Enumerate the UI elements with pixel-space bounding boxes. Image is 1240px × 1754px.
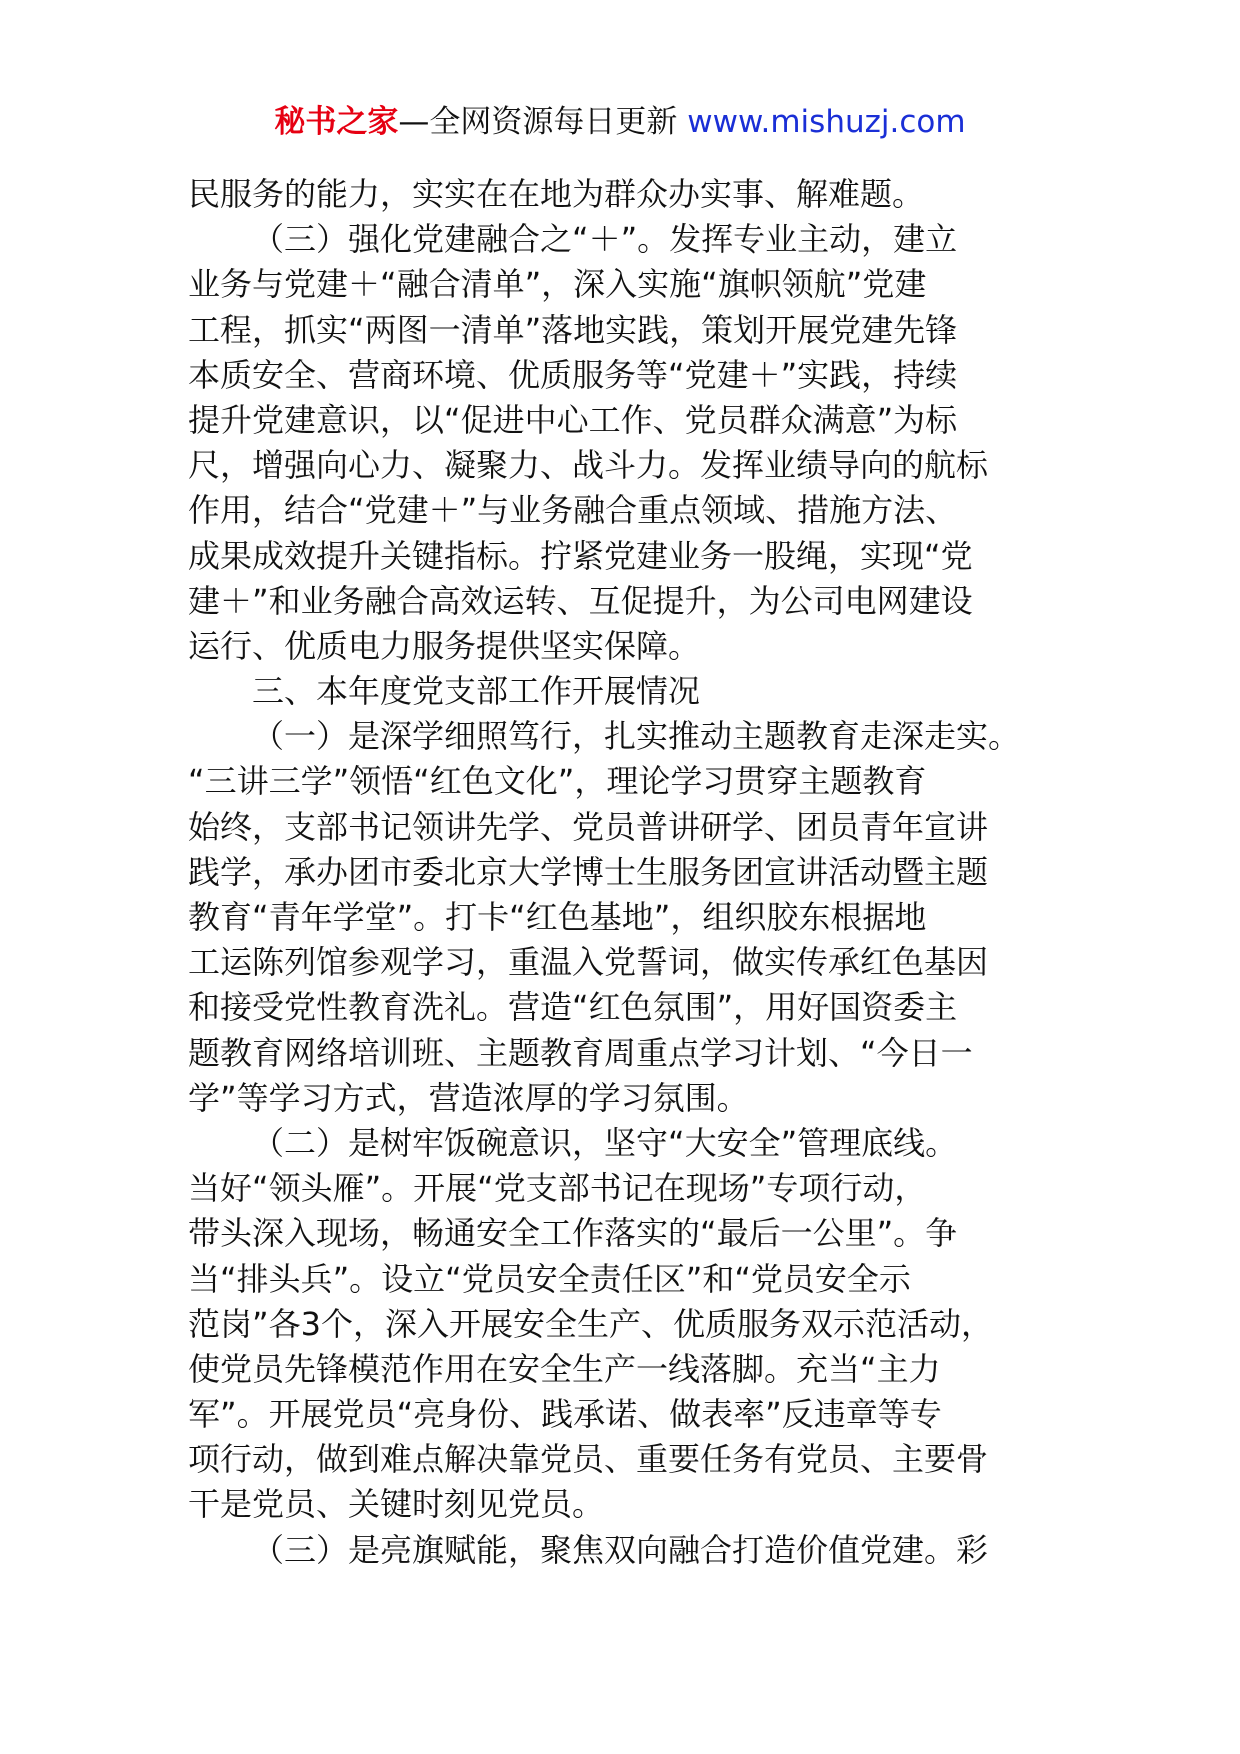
text-line: 使党员先锋模范作用在安全生产一线落脚。充当“主力 [188,1349,941,1388]
text-line: 作用，结合“党建＋”与业务融合重点领域、措施方法、 [188,491,958,530]
text-line: 本质安全、营商环境、优质服务等“党建＋”实践，持续 [188,355,958,394]
text-line: 民服务的能力，实实在在地为群众办实事、解难题。 [188,175,925,213]
text-line: 提升党建意识，以“促进中心工作、党员群众满意”为标 [188,400,958,439]
text-line: 题教育网络培训班、主题教育周重点学习计划、“今日一 [188,1033,973,1072]
text-line: （二）是树牢饭碗意识，坚守“大安全”管理底线。 [252,1123,958,1162]
text-line: 当“排头兵”。设立“党员安全责任区”和“党员安全示 [188,1259,911,1298]
body-text [188,172,1068,1573]
header-tagline: —全网资源每日更新 [398,104,688,140]
text-line: 运行、优质电力服务提供坚实保障。 [188,626,701,665]
text-line: 带头深入现场，畅通安全工作落实的“最后一公里”。争 [188,1214,958,1253]
text-line: 三、本年度党支部工作开展情况 [252,672,701,711]
text-line: 干是党员、关键时刻见党员。 [188,1485,605,1524]
page-header [0,100,1240,144]
text-line: 当好“领头雁”。开展“党支部书记在现场”专项行动， [188,1169,927,1208]
header-site-link[interactable]: www.mishuzj.com [687,104,966,140]
text-line: 项行动，做到难点解决靠党员、重要任务有党员、主要骨 [188,1440,989,1479]
text-line: （三）强化党建融合之“＋”。发挥专业主动，建立 [252,220,958,259]
text-line: 军”。开展党员“亮身份、践承诺、做表率”反违章等专 [188,1395,942,1434]
text-line: （一）是深学细照笃行，扎实推动主题教育走深走实。 [252,717,1021,756]
text-line: “三讲三学”领悟“红色文化”，理论学习贯穿主题教育 [188,762,927,801]
text-line: 尺，增强向心力、凝聚力、战斗力。发挥业绩导向的航标 [188,446,989,485]
text-line: （三）是亮旗赋能，聚焦双向融合打造价值党建。彩 [252,1530,989,1569]
text-line: 学”等学习方式，营造浓厚的学习氛围。 [188,1078,749,1117]
text-line: 建＋”和业务融合高效运转、互促提升，为公司电网建设 [188,581,973,620]
text-line: 成果成效提升关键指标。拧紧党建业务一股绳，实现“党 [188,536,973,575]
text-line: 教育“青年学堂”。打卡“红色基地”，组织胶东根据地 [188,898,927,936]
text-line: 业务与党建＋“融合清单”，深入实施“旗帜领航”党建 [188,265,927,304]
text-line: 践学，承办团市委北京大学博士生服务团宣讲活动暨主题 [188,852,989,891]
header-brand: 秘书之家 [274,104,399,140]
text-line: 工程，抓实“两图一清单”落地实践，策划开展党建先锋 [188,310,958,349]
text-line: 始终，支部书记领讲先学、党员普讲研学、团员青年宣讲 [188,807,989,846]
text-line: 和接受党性教育洗礼。营造“红色氛围”，用好国资委主 [188,988,958,1027]
text-line: 范岗”各3个，深入开展安全生产、优质服务双示范活动， [188,1304,993,1343]
text-line: 工运陈列馆参观学习，重温入党誓词，做实传承红色基因 [188,943,989,982]
